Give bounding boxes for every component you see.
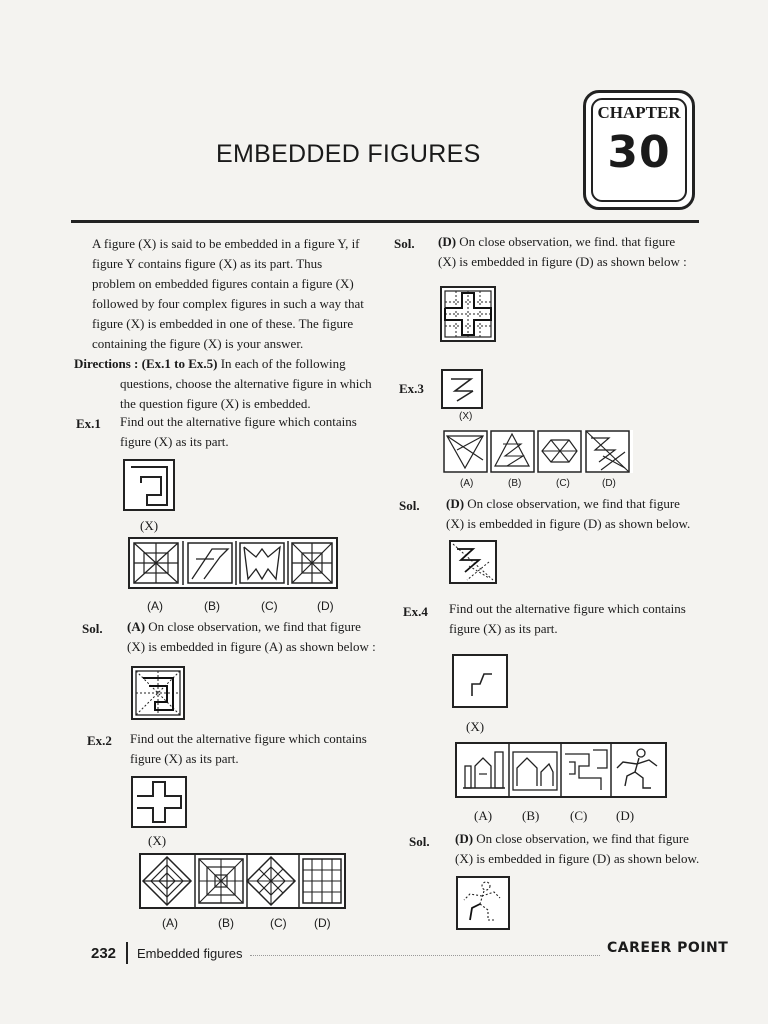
ex1-question bbox=[120, 412, 357, 452]
sol2-line: On close observation, we find. that figure bbox=[459, 234, 676, 249]
directions-line: questions, choose the alternative figure in which bbox=[120, 376, 372, 391]
ex1-label: Ex.1 bbox=[76, 416, 101, 431]
ex2-option-b: (B) bbox=[218, 916, 234, 930]
sol2-text bbox=[438, 232, 687, 272]
ex4-line: figure (X) as its part. bbox=[449, 621, 558, 636]
ex2-x-label: (X) bbox=[148, 833, 167, 848]
ex4-option-a: (A) bbox=[474, 808, 493, 823]
chapter-number: 30 bbox=[607, 127, 671, 178]
intro-line: figure Y contains figure (X) as its part. Thus bbox=[92, 256, 323, 271]
ex1-option-c: (C) bbox=[261, 599, 278, 613]
sol1-figure bbox=[131, 666, 185, 720]
sol4-text bbox=[455, 829, 699, 869]
ex4-option-d: (D) bbox=[616, 808, 635, 823]
sol2-label: Sol. bbox=[394, 236, 415, 251]
sol2-figure bbox=[440, 286, 496, 342]
ex4-label: Ex.4 bbox=[403, 604, 428, 619]
ex2-line: figure (X) as its part. bbox=[130, 751, 239, 766]
ex4-option-b: (B) bbox=[522, 808, 540, 823]
sol4-answer: (D) bbox=[455, 831, 474, 846]
sol3-label: Sol. bbox=[399, 498, 420, 513]
ex4-question-figure bbox=[452, 654, 508, 708]
ex1-question-figure bbox=[123, 459, 175, 511]
page-number: 232 bbox=[91, 945, 117, 962]
sol1-line: On close observation, we find that figure bbox=[148, 619, 361, 634]
ex3-x-label: (X) bbox=[459, 411, 473, 422]
sol3-line: On close observation, we find that figure bbox=[467, 496, 680, 511]
sol3-answer: (D) bbox=[446, 496, 465, 511]
directions-line bbox=[74, 354, 346, 374]
footer-section: Embedded figures bbox=[137, 946, 243, 961]
footer-dotted-line bbox=[250, 955, 600, 956]
ex4-x-label: (X) bbox=[466, 719, 485, 734]
sol4-line: On close observation, we find that figure bbox=[476, 831, 689, 846]
ex1-line: figure (X) as its part. bbox=[120, 434, 229, 449]
ex3-question-figure bbox=[441, 369, 483, 409]
ex1-option-d: (D) bbox=[317, 599, 334, 613]
footer-divider bbox=[126, 942, 128, 964]
ex3-option-a: (A) bbox=[460, 478, 474, 489]
ex4-options-strip bbox=[455, 742, 667, 798]
directions-cont bbox=[120, 374, 372, 414]
ex4-question bbox=[449, 599, 686, 639]
ex3-option-d: (D) bbox=[602, 478, 616, 489]
intro-line: A figure (X) is said to be embedded in a figure Y, if bbox=[92, 236, 360, 251]
directions-text: In each of the following bbox=[220, 356, 346, 371]
ex2-question-figure bbox=[131, 776, 187, 828]
sol2-line: (X) is embedded in figure (D) as shown below : bbox=[438, 254, 687, 269]
ex3-option-b: (B) bbox=[508, 478, 522, 489]
sol4-figure bbox=[456, 876, 510, 930]
ex2-option-a: (A) bbox=[162, 916, 178, 930]
ex3-options-strip bbox=[443, 430, 633, 473]
directions-line: the question figure (X) is embedded. bbox=[120, 396, 311, 411]
ex1-line: Find out the alternative figure which contains bbox=[120, 414, 357, 429]
ex1-options-strip bbox=[128, 537, 338, 589]
ex3-label: Ex.3 bbox=[399, 381, 424, 396]
sol3-line: (X) is embedded in figure (D) as shown below. bbox=[446, 516, 691, 531]
intro-line: figure (X) is embedded in one of these. The figure bbox=[92, 316, 354, 331]
ex1-option-a: (A) bbox=[147, 599, 163, 613]
ex2-option-d: (D) bbox=[314, 916, 331, 930]
sol3-figure bbox=[449, 540, 497, 584]
header-rule bbox=[71, 220, 699, 223]
intro-line: containing the figure (X) is your answer. bbox=[92, 336, 304, 351]
directions-label: Directions : (Ex.1 to Ex.5) bbox=[74, 356, 218, 371]
ex2-line: Find out the alternative figure which contains bbox=[130, 731, 367, 746]
sol1-text bbox=[127, 617, 376, 657]
sol4-line: (X) is embedded in figure (D) as shown below. bbox=[455, 851, 700, 866]
ex1-x-label: (X) bbox=[140, 518, 159, 533]
brand-logo: CAREER POINT bbox=[607, 940, 729, 956]
chapter-title: EMBEDDED FIGURES bbox=[216, 140, 481, 168]
intro-line: followed by four complex figures in such a way that bbox=[92, 296, 364, 311]
chapter-badge bbox=[583, 90, 695, 210]
intro-paragraph bbox=[92, 234, 364, 354]
sol1-answer: (A) bbox=[127, 619, 146, 634]
ex3-option-c: (C) bbox=[556, 478, 570, 489]
sol1-label: Sol. bbox=[82, 621, 103, 636]
sol1-line: (X) is embedded in figure (A) as shown below : bbox=[127, 639, 376, 654]
ex4-line: Find out the alternative figure which contains bbox=[449, 601, 686, 616]
ex2-question bbox=[130, 729, 367, 769]
sol3-text bbox=[446, 494, 690, 534]
ex1-option-b: (B) bbox=[204, 599, 220, 613]
ex4-option-c: (C) bbox=[570, 808, 588, 823]
sol4-label: Sol. bbox=[409, 834, 430, 849]
sol2-answer: (D) bbox=[438, 234, 457, 249]
ex2-options-strip bbox=[139, 853, 346, 909]
ex2-label: Ex.2 bbox=[87, 733, 112, 748]
chapter-word: CHAPTER bbox=[597, 103, 681, 122]
ex2-option-c: (C) bbox=[270, 916, 287, 930]
intro-line: problem on embedded figures contain a figure (X) bbox=[92, 276, 354, 291]
